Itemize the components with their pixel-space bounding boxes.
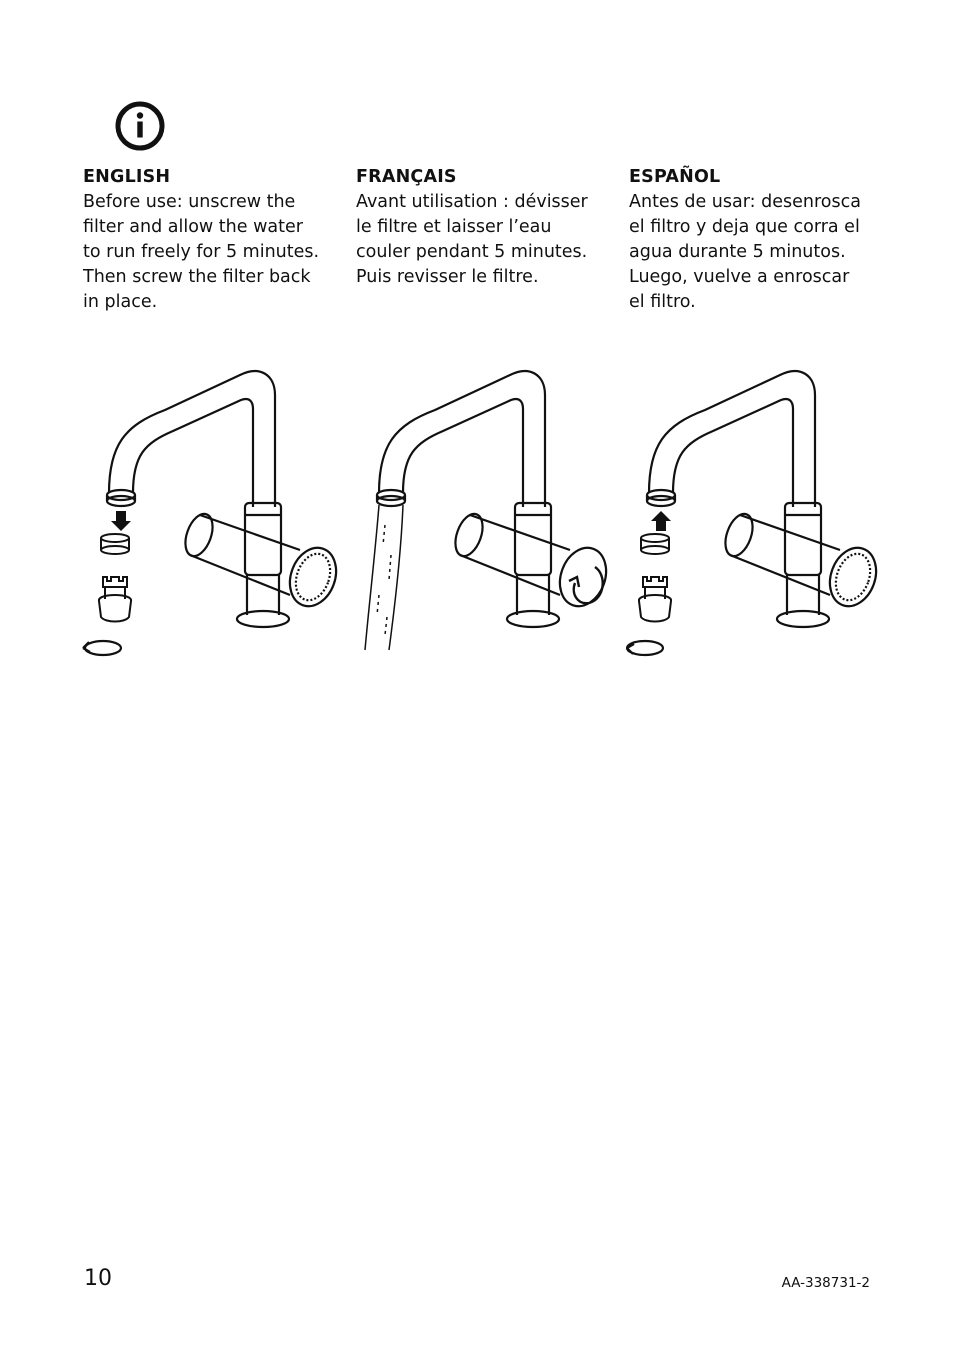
- language-heading: ESPAÑOL: [629, 167, 721, 187]
- filter-key-icon: [99, 577, 131, 622]
- document-code: AA-338731-2: [781, 1275, 870, 1291]
- arrow-down-icon: [111, 511, 131, 531]
- rotate-handle-icon: [569, 567, 603, 603]
- language-heading: FRANÇAIS: [356, 167, 457, 187]
- faucet-replace-filter-illustration: [615, 355, 885, 660]
- instruction-text: Avant utilisation : dévisser le filtre et laisser l’eau couler pendant 5 minutes. Puis revisser le filtre.: [356, 192, 588, 287]
- filter-key-icon: [639, 577, 671, 622]
- water-stream-icon: [365, 505, 403, 650]
- page-number: 10: [84, 1266, 112, 1291]
- rotate-unscrew-icon: [83, 641, 121, 655]
- rotate-screw-icon: [627, 641, 663, 655]
- section-spanish: [629, 165, 869, 315]
- info-icon: [114, 100, 166, 152]
- aerator-filter-icon: [641, 534, 669, 554]
- faucet-remove-filter-illustration: [75, 355, 345, 660]
- instruction-text: Antes de usar: desenrosca el filtro y deja que corra el agua durante 5 minutos. Luego, vuelve a enroscar el filtro.: [629, 192, 861, 312]
- faucet-running-water-illustration: [345, 355, 615, 660]
- section-english: [83, 165, 323, 315]
- instruction-text: Before use: unscrew the filter and allow the water to run freely for 5 minutes. Then screw the filter back in place.: [83, 192, 320, 312]
- section-french: [356, 165, 596, 290]
- aerator-filter-icon: [101, 534, 129, 554]
- language-heading: ENGLISH: [83, 167, 171, 187]
- arrow-up-icon: [651, 511, 671, 531]
